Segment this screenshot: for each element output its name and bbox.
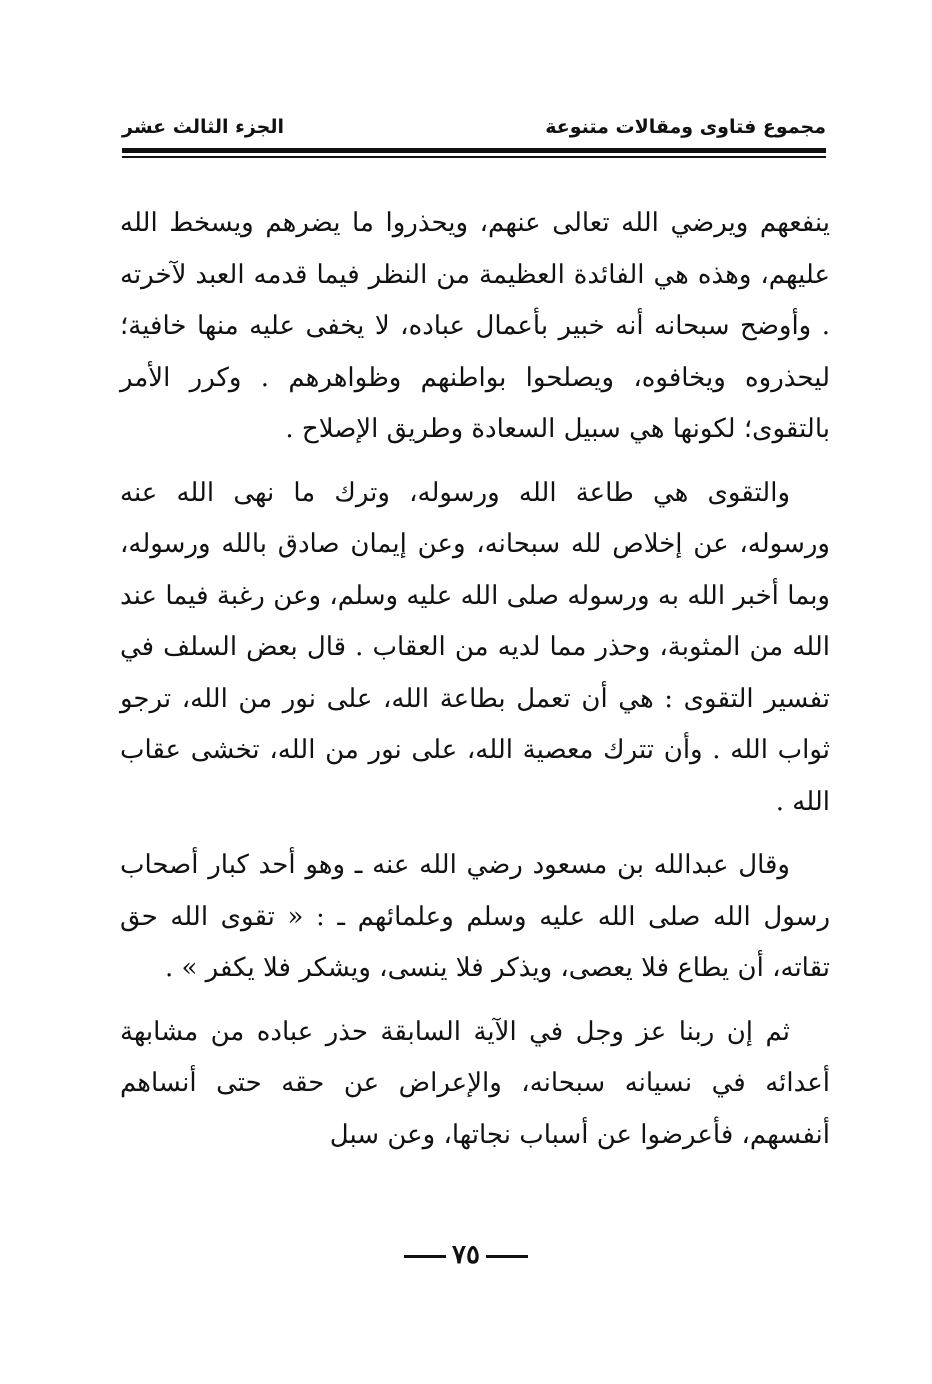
header-rule-thick bbox=[122, 148, 826, 153]
paragraph-1: ينفعهم ويرضي الله تعالى عنهم، ويحذروا ما يضرهم ويسخط الله عليهم، وهذه هي الفائدة العظيمة من النظر فيما قدمه العبد لآخرته . وأوضح سبحانه أنه خبير بأعمال عباده، لا يخفى عليه منها خافية؛ ليحذروه ويخافوه، ويصلحوا بواطنهم وظواهرهم . وكرر الأمر بالتقوى؛ لكونها هي سبيل السعادة وطريق الإصلاح . bbox=[120, 208, 830, 444]
paragraph-2: والتقوى هي طاعة الله ورسوله، وترك ما نهى الله عنه ورسوله، عن إخلاص لله سبحانه، وعن إيمان صادق بالله ورسوله، وبما أخبر الله به ورسوله صلى الله عليه وسلم، وعن رغبة فيما عند الله من المثوبة، وحذر مما لديه من العقاب . قال بعض السلف في تفسير التقوى : هي أن تعمل بطاعة الله، على نور من الله، ترجو ثواب الله . وأن تترك معصية الله، على نور من الله، تخشى عقاب الله . bbox=[120, 477, 830, 817]
footer-dash-left bbox=[404, 1255, 446, 1258]
paragraph-4: ثم إن ربنا عز وجل في الآية السابقة حذر عباده من مشابهة أعدائه في نسيانه سبحانه، والإعراض عن حقه حتى أنساهم أنفسهم، فأعرضوا عن أسباب نجاتها، وعن سبل bbox=[120, 1016, 830, 1150]
page-number: ٧٥ bbox=[452, 1240, 480, 1270]
body-text bbox=[120, 198, 830, 1173]
book-title: مجموع فتاوى ومقالات متنوعة bbox=[545, 116, 826, 138]
paragraph-3: وقال عبدالله بن مسعود رضي الله عنه ـ وهو أحد كبار أصحاب رسول الله صلى الله عليه وسلم وعلمائهم ـ : « تقوى الله حق تقاته، أن يطاع فلا يعصى، ويذكر فلا ينسى، ويشكر فلا يكفر » . bbox=[120, 850, 830, 983]
volume-label: الجزء الثالث عشر bbox=[122, 116, 285, 138]
header-rule-thin bbox=[122, 156, 826, 158]
footer-dash-right bbox=[486, 1255, 528, 1258]
running-header bbox=[122, 110, 826, 150]
page-footer bbox=[0, 1240, 932, 1270]
